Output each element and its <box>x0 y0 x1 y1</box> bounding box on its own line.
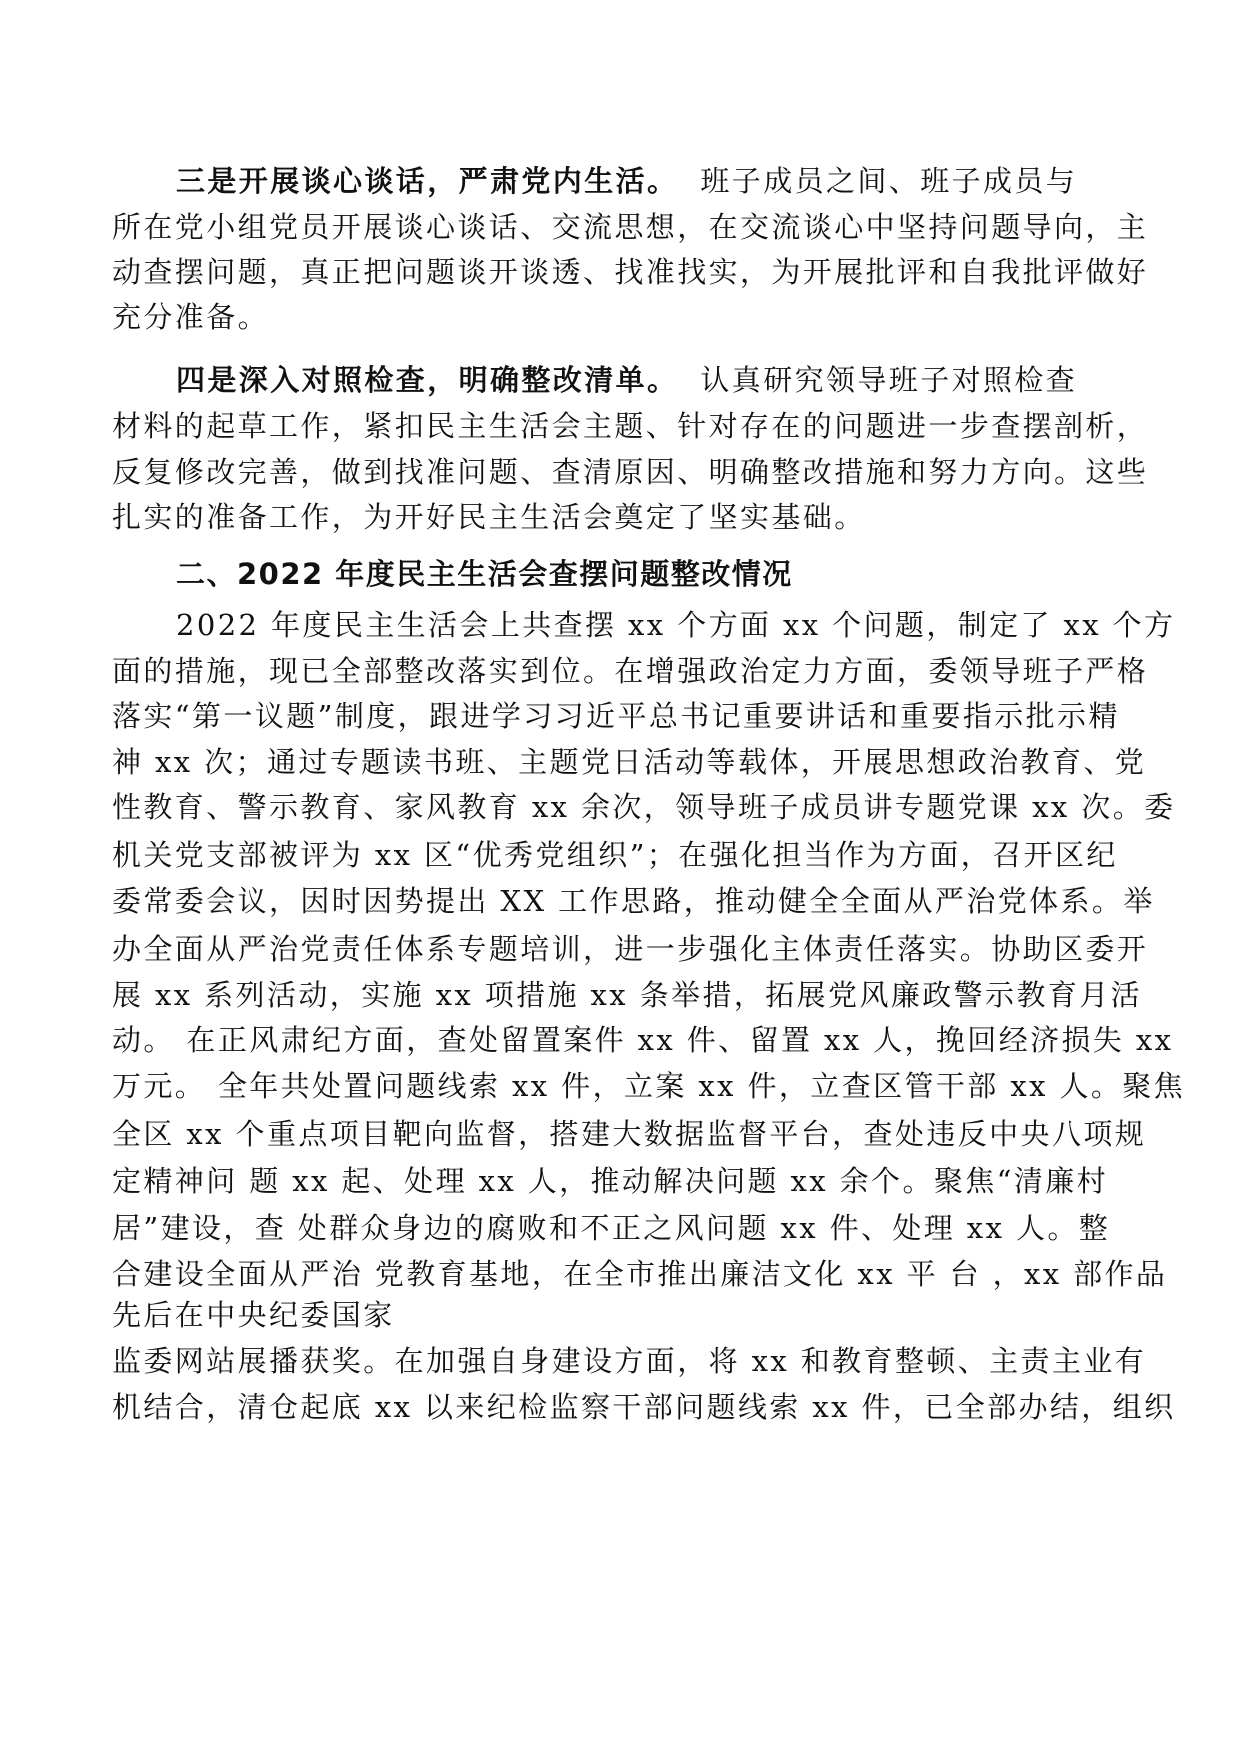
paragraph-line: 机关党支部被评为 xx 区“优秀党组织”；在强化担当作为方面，召开区纪 <box>112 838 1118 872</box>
paragraph-line <box>176 363 1206 397</box>
paragraph-line: 充分准备。 <box>112 300 270 334</box>
paragraph-line: 面的措施，现已全部整改落实到位。在增强政治定力方面，委领导班子严格 <box>112 654 1149 688</box>
paragraph-text: 班子成员之间、班子成员与 <box>700 164 1078 198</box>
paragraph-line: 居”建设，查 处群众身边的腐败和不正之风问题 xx 件、处理 xx 人。整 <box>112 1211 1111 1245</box>
section-heading: 二、2022 年度民主生活会查摆问题整改情况 <box>176 557 793 591</box>
paragraph-line: 机结合，清仓起底 xx 以来纪检监察干部问题线索 xx 件，已全部办结，组织 <box>112 1390 1176 1424</box>
paragraph-line: 神 xx 次；通过专题读书班、主题党日活动等载体，开展思想政治教育、党 <box>112 745 1147 779</box>
paragraph-line: 材料的起草工作，紧扣民主生活会主题、针对存在的问题进一步查摆剖析， <box>112 409 1149 443</box>
paragraph-line: 落实“第一议题”制度，跟进学习习近平总书记重要讲话和重要指示批示精 <box>112 699 1120 733</box>
paragraph-line: 2022 年度民主生活会上共查摆 xx 个方面 xx 个问题，制定了 xx 个方 <box>176 608 1176 642</box>
paragraph-line <box>176 164 1206 198</box>
paragraph-line: 反复修改完善，做到找准问题、查清原因、明确整改措施和努力方向。这些 <box>112 455 1149 489</box>
paragraph-line: 万元。 全年共处置问题线索 xx 件，立案 xx 件，立查区管干部 xx 人。聚焦 <box>112 1069 1186 1103</box>
paragraph-line: 监委网站展播获奖。在加强自身建设方面，将 xx 和教育整顿、主责主业有 <box>112 1344 1147 1378</box>
paragraph-line: 定精神问 题 xx 起、处理 xx 人，推动解决问题 xx 余个。聚焦“清廉村 <box>112 1164 1109 1198</box>
paragraph-line: 展 xx 系列活动，实施 xx 项措施 xx 条举措，拓展党风廉政警示教育月活 <box>112 978 1143 1012</box>
paragraph-line: 所在党小组党员开展谈心谈话、交流思想，在交流谈心中坚持问题导向，主 <box>112 210 1149 244</box>
paragraph-line: 扎实的准备工作，为开好民主生活会奠定了坚实基础。 <box>112 500 866 534</box>
paragraph-line: 先后在中央纪委国家 <box>112 1298 395 1332</box>
paragraph-lead-bold: 三是开展谈心谈话，严肃党内生活。 <box>176 164 679 198</box>
paragraph-line: 合建设全面从严治 党教育基地，在全市推出廉洁文化 xx 平 台 ，xx 部作品 <box>112 1257 1168 1291</box>
paragraph-line: 性教育、警示教育、家风教育 xx 余次，领导班子成员讲专题党课 xx 次。委 <box>112 790 1176 824</box>
paragraph-line: 动。 在正风肃纪方面，查处留置案件 xx 件、留置 xx 人，挽回经济损失 xx <box>112 1023 1174 1057</box>
paragraph-lead-bold: 四是深入对照检查，明确整改清单。 <box>176 363 679 397</box>
paragraph-text: 认真研究领导班子对照检查 <box>700 363 1078 397</box>
paragraph-line: 委常委会议，因时因势提出 XX 工作思路，推动健全全面从严治党体系。举 <box>112 884 1155 918</box>
paragraph-line: 办全面从严治党责任体系专题培训，进一步强化主体责任落实。协助区委开 <box>112 932 1149 966</box>
paragraph-line: 全区 xx 个重点项目靶向监督，搭建大数据监督平台，查处违反中央八项规 <box>112 1117 1147 1151</box>
paragraph-line: 动查摆问题，真正把问题谈开谈透、找准找实，为开展批评和自我批评做好 <box>112 255 1149 289</box>
